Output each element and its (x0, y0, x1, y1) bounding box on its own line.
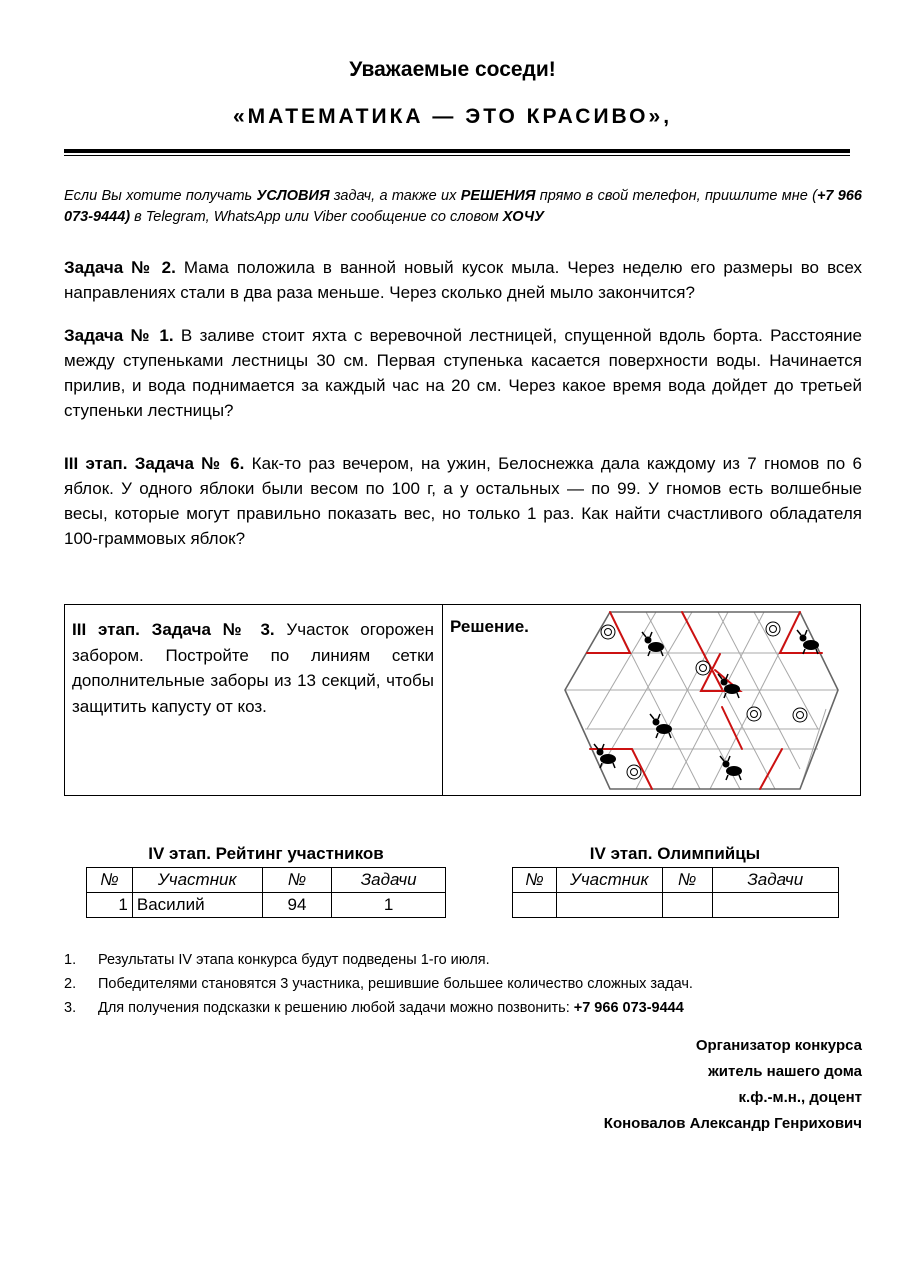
cabbages (601, 622, 807, 779)
olympians-title: IV этап. Олимпийцы (589, 844, 761, 863)
intro-phone: +7 966 073-9444) (64, 188, 862, 225)
task-6-title: III этап. Задача № 6. (64, 454, 245, 473)
cabbage-icon (793, 708, 807, 722)
goat-icon (797, 630, 819, 654)
signature-line-2: житель нашего дома (708, 1063, 862, 1080)
solution-hex-diagram (560, 609, 850, 795)
list-item: 3. Для получения подсказки к решению любой задачи можно позвонить: +7 966 073-9444 (64, 996, 864, 1020)
task-2 (64, 255, 862, 305)
cell-apartment: 94 (262, 893, 332, 918)
cabbage-icon (601, 625, 615, 639)
col-participant: Участник (132, 868, 262, 893)
olympians-table (512, 867, 839, 918)
col-participant: Участник (556, 868, 662, 893)
goat-icon (650, 714, 672, 738)
task-1-text: В заливе стоит яхта с веревочной лестницей, спущенной вдоль борта. Расстояние между ступеньками лестницы 30 см. Первая ступенька касается поверхности воды. Начинается прилив, и вода поднимается за каждый час на 20 см. Через какое время вода дойдет до третьей ступеньки лестницы? (64, 326, 863, 420)
cabbage-icon (627, 765, 641, 779)
col-number: № (87, 868, 133, 893)
intro-bold-solutions: РЕШЕНИЯ (460, 188, 536, 204)
signature-name: Коновалов Александр Генрихович (603, 1115, 862, 1132)
rating-title: IV этап. Рейтинг участников (148, 844, 384, 863)
signature-line-1: Организатор конкурса (695, 1037, 862, 1054)
cabbage-icon (747, 707, 761, 721)
list-item: 1. Результаты IV этапа конкурса будут подведены 1-го июля. (64, 952, 490, 968)
task-3 (72, 617, 434, 719)
task-1-title: Задача № 1. (64, 326, 174, 345)
cabbage-icon (696, 661, 710, 675)
task-3-title: III этап. Задача № 3. (72, 620, 275, 639)
intro-keyword: ХОЧУ (502, 209, 544, 225)
col-number: № (513, 868, 557, 893)
task-2-title: Задача № 2. (64, 258, 176, 277)
task-1 (64, 323, 862, 423)
col-tasks: Задачи (332, 868, 446, 893)
fence-lines (587, 612, 822, 789)
task-6-text: Как-то раз вечером, на ужин, Белоснежка дала каждому из 7 гномов по 6 яблок. У одного яблоки были весом по 100 г, а у остальных — по 99. У гномов есть волшебные весы, которые могут правильно показать вес, но только 1 раз. Как найти счастливого обладателя 100-граммовых яблок? (64, 454, 862, 548)
cell-apartment (662, 893, 712, 918)
cell-number: 1 (87, 893, 133, 918)
col-apartment: № (662, 868, 712, 893)
cabbage-icon (766, 622, 780, 636)
col-apartment: № (262, 868, 332, 893)
col-tasks: Задачи (712, 868, 839, 893)
fence-7 (760, 749, 782, 789)
cell-tasks (712, 893, 839, 918)
grid-line (672, 612, 764, 789)
intro-paragraph: Если Вы хотите получать УСЛОВИЯ задач, а также их РЕШЕНИЯ прямо в свой телефон, пришлите мне (+7 966 073-9444) в Telegram, WhatsApp или Viber сообщение со словом ХОЧУ (64, 188, 862, 225)
hint-phone: +7 966 073-9444 (573, 1000, 684, 1016)
header-rule-thin (64, 155, 850, 156)
cell-participant: Василий (132, 893, 262, 918)
task-3-text: Участок огорожен забором. Постройте по линиям сетки дополнительные заборы из 13 секций, чтобы защитить капусту от коз. (72, 620, 434, 716)
task-6 (64, 451, 862, 551)
table-row (513, 893, 839, 918)
cell-number (513, 893, 557, 918)
task-2-text: Мама положила в ванной новый кусок мыла. Через неделю его размеры во всех направлениях стали в два раза меньше. Через сколько дней мыло закончится? (64, 258, 862, 302)
table-row (87, 893, 446, 918)
solution-label: Решение. (450, 617, 529, 636)
fence-2 (682, 612, 722, 689)
rating-header-row (87, 868, 446, 893)
cell-participant (556, 893, 662, 918)
grid-line (587, 612, 656, 729)
olympians-header-row (513, 868, 839, 893)
goat-icon (642, 632, 664, 656)
rating-table (86, 867, 446, 918)
notes-list (64, 948, 864, 1020)
greeting-heading: Уважаемые соседи! (349, 58, 556, 81)
list-item: 2. Победителями становятся 3 участника, решившие большее количество сложных задач. (64, 976, 693, 992)
goat-icon (720, 756, 742, 780)
signature-block (604, 1033, 862, 1137)
cell-tasks: 1 (332, 893, 446, 918)
task3-box-divider (442, 604, 443, 796)
fence-5 (722, 707, 742, 749)
slogan-heading: «МАТЕМАТИКА — ЭТО КРАСИВО», (232, 105, 673, 128)
intro-bold-conditions: УСЛОВИЯ (256, 188, 330, 204)
signature-line-3: к.ф.-м.н., доцент (738, 1089, 862, 1106)
header-rule-thick (64, 149, 850, 153)
